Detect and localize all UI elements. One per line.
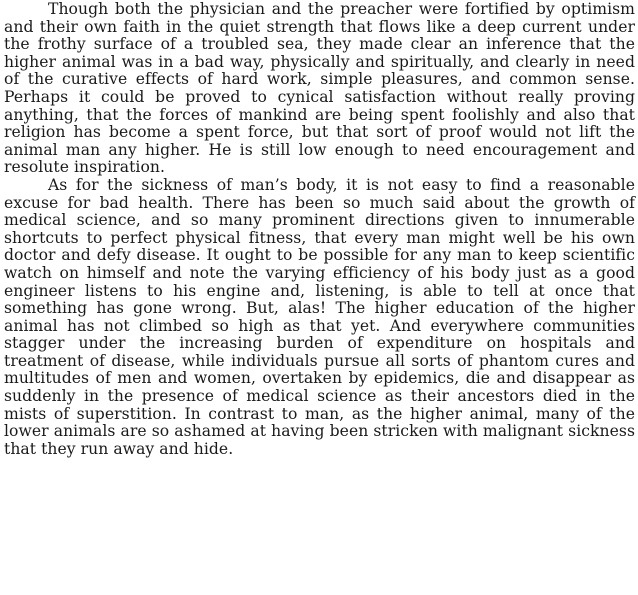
paragraph-2: As for the sickness of man’s body, it is not easy to find a reasonable excuse for bad health. There has been so much said about the growth of medical science, and so many prominent directions given to innumerable shortcuts to perfect physical fitness, that every man might well be his own doctor and defy disease. It ought to be possible for any man to keep scientific watch on himself and note the varying efficiency of his body just as a good engineer listens to his engine and, listening, is able to tell at once that something has gone wrong. But, alas! The higher education of the higher animal has not climbed so high as that yet. And everywhere communities stagger under the increasing burden of expenditure on hospitals and treatment of disease, while individuals pursue all sorts of phantom cures and multitudes of men and women, overtaken by epidemics, die and disappear as suddenly in the presence of medical science as their ancestors died in the mists of superstition. In contrast to man, as the higher animal, many of the lower animals are so ashamed at having been stricken with malignant sickness that they run away and hide. — [4, 175, 635, 458]
paragraph-1: Though both the physician and the preacher were fortified by optimism and their own faith in the quiet strength that flows like a deep current under the frothy surface of a troubled sea, they made clear an inference that the higher animal was in a bad way, physically and spiritually, and clearly in need of the curative effects of hard work, simple pleasures, and common sense. Perhaps it could be proved to cynical satisfaction without really proving anything, that the forces of mankind are being spent foolishly and also that religion has become a spent force, but that sort of proof would not lift the animal man any higher. He is still low enough to need encouragement and resolute inspiration. — [4, 0, 635, 177]
